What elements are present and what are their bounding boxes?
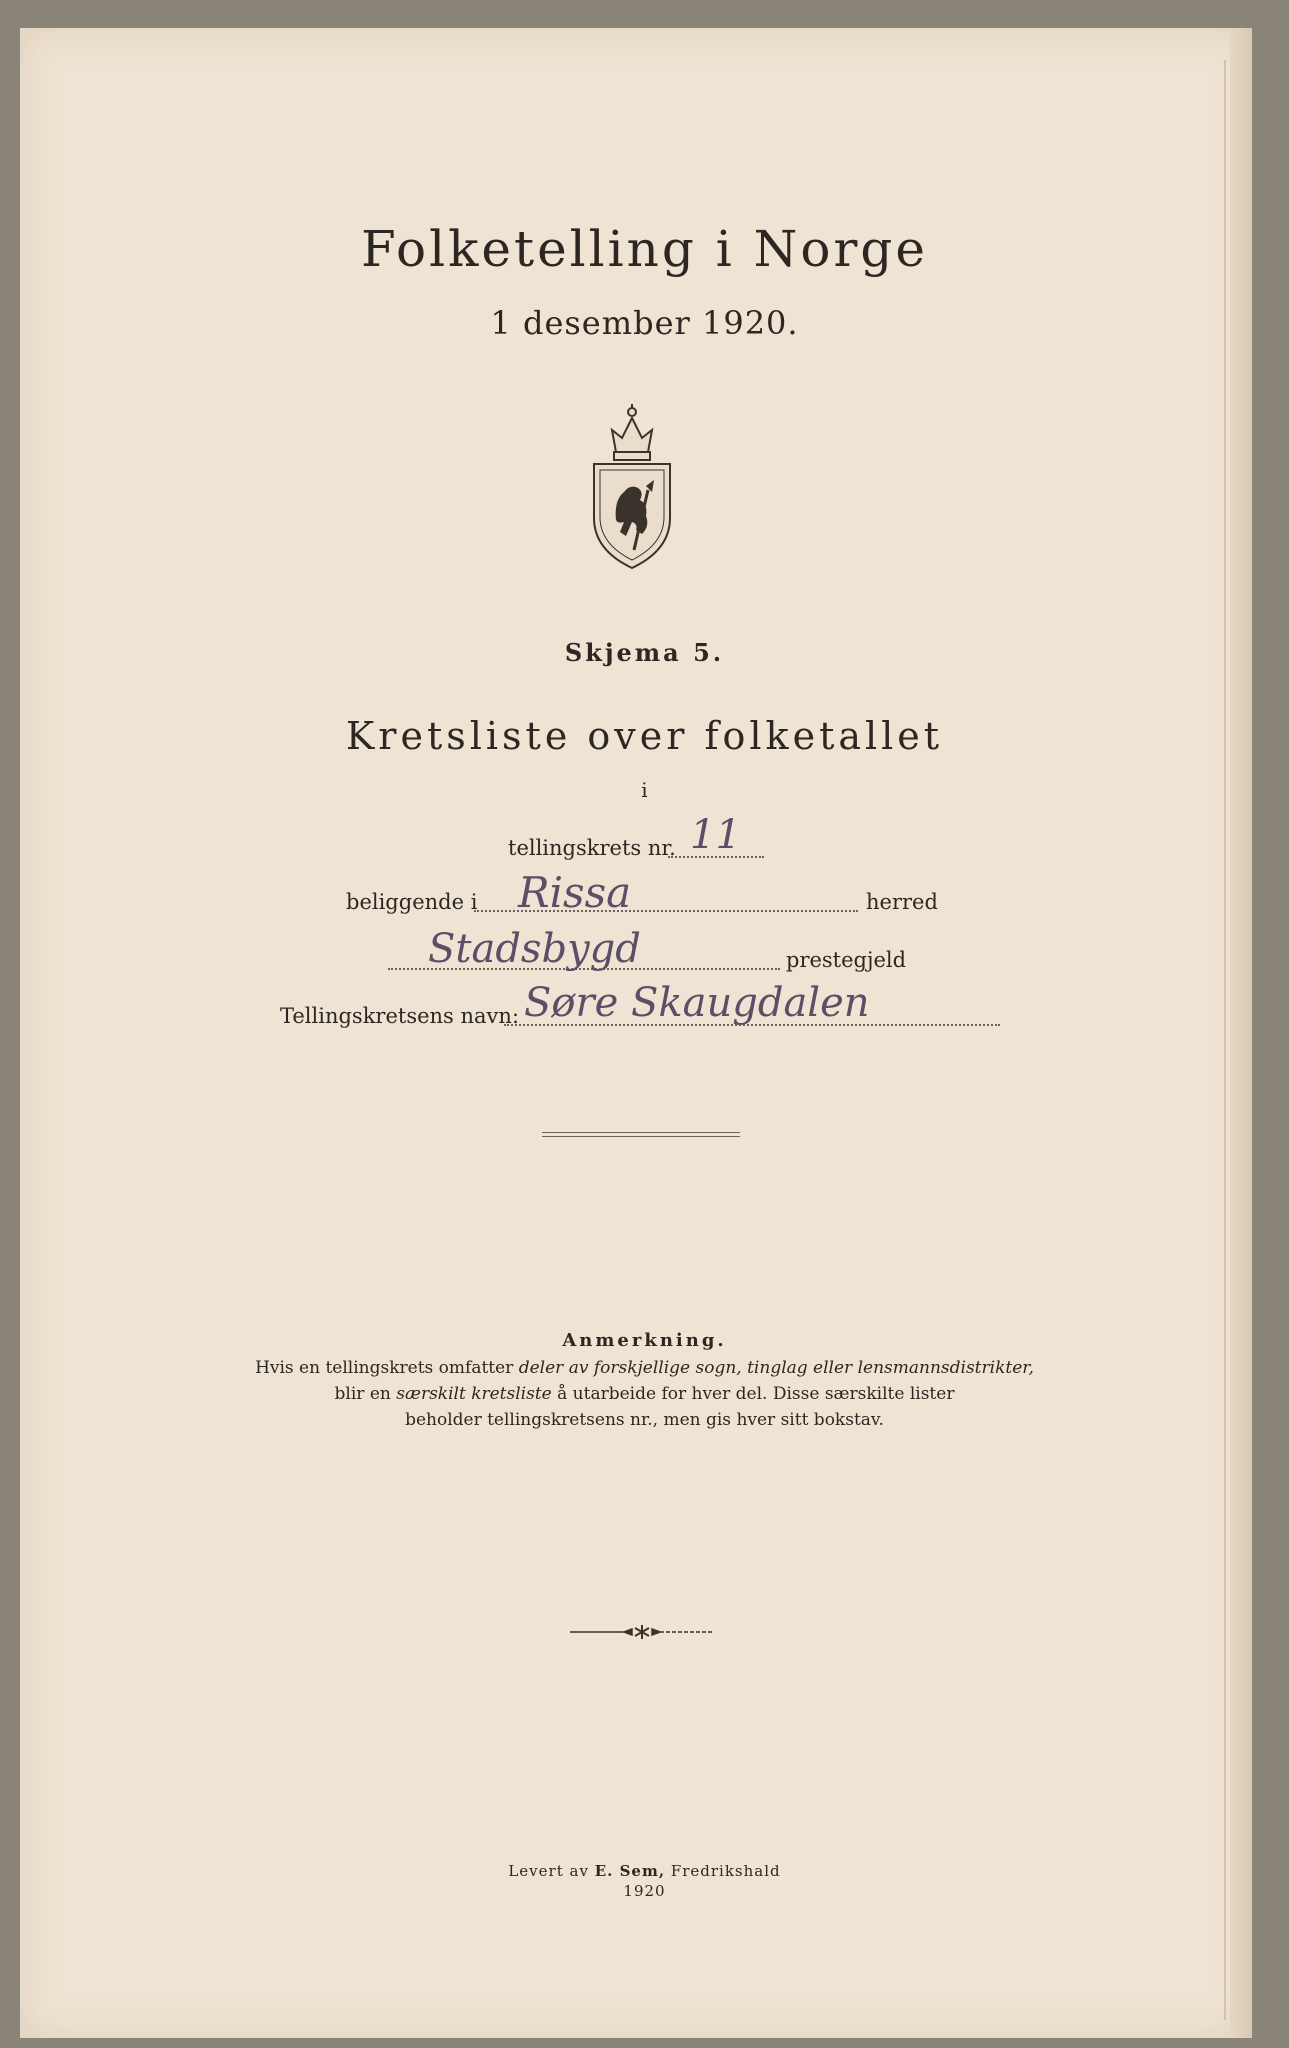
remark-line-2 bbox=[0, 1384, 1289, 1404]
coat-of-arms-icon bbox=[586, 400, 678, 570]
remark-line-3: beholder tellingskretsens nr., men gis hver sitt bokstav. bbox=[405, 1410, 884, 1430]
parish-suffix: prestegjeld bbox=[786, 948, 907, 972]
municipality-value: Rissa bbox=[518, 868, 632, 917]
printer-text-c: Fredrikshald bbox=[665, 1862, 781, 1880]
remark-line-2-emphasis: særskilt kretsliste bbox=[396, 1384, 552, 1404]
district-name-label: Tellingskretsens navn: bbox=[280, 1004, 520, 1028]
printer-name: E. Sem, bbox=[594, 1862, 666, 1880]
parish-value: Stadsbygd bbox=[428, 926, 641, 972]
remark-line-1-emphasis: deler av forskjellige sogn, tinglag eller lensmannsdistrikter, bbox=[518, 1358, 1034, 1378]
remark-line-2-text-c: å utarbeide for hver del. Disse særskilte lister bbox=[551, 1384, 955, 1404]
remark-title: Anmerkning. bbox=[562, 1330, 727, 1351]
district-number-value: 11 bbox=[690, 812, 741, 858]
form-heading: Kretsliste over folketallet bbox=[345, 714, 944, 758]
printer-line bbox=[0, 1862, 1289, 1880]
section-divider bbox=[542, 1132, 740, 1137]
printer-text-a: Levert av bbox=[508, 1862, 595, 1880]
district-number-label: tellingskrets nr. bbox=[508, 836, 676, 860]
schema-label: Skjema 5. bbox=[564, 638, 725, 667]
connector-word: i bbox=[641, 778, 648, 802]
remark-line-1-text: Hvis en tellingskrets omfatter bbox=[255, 1358, 519, 1378]
paper-fold bbox=[1224, 60, 1226, 2020]
dash-star-ornament-icon bbox=[568, 1622, 716, 1642]
remark-line-2-text-a: blir en bbox=[334, 1384, 397, 1404]
printer-year: 1920 bbox=[623, 1882, 666, 1900]
municipality-suffix: herred bbox=[866, 890, 938, 914]
district-name-value: Søre Skaugdalen bbox=[524, 980, 870, 1026]
located-label: beliggende i bbox=[346, 890, 478, 914]
page-title: Folketelling i Norge bbox=[361, 220, 928, 278]
remark-line-1 bbox=[0, 1358, 1289, 1378]
census-date: 1 desember 1920. bbox=[490, 304, 799, 342]
